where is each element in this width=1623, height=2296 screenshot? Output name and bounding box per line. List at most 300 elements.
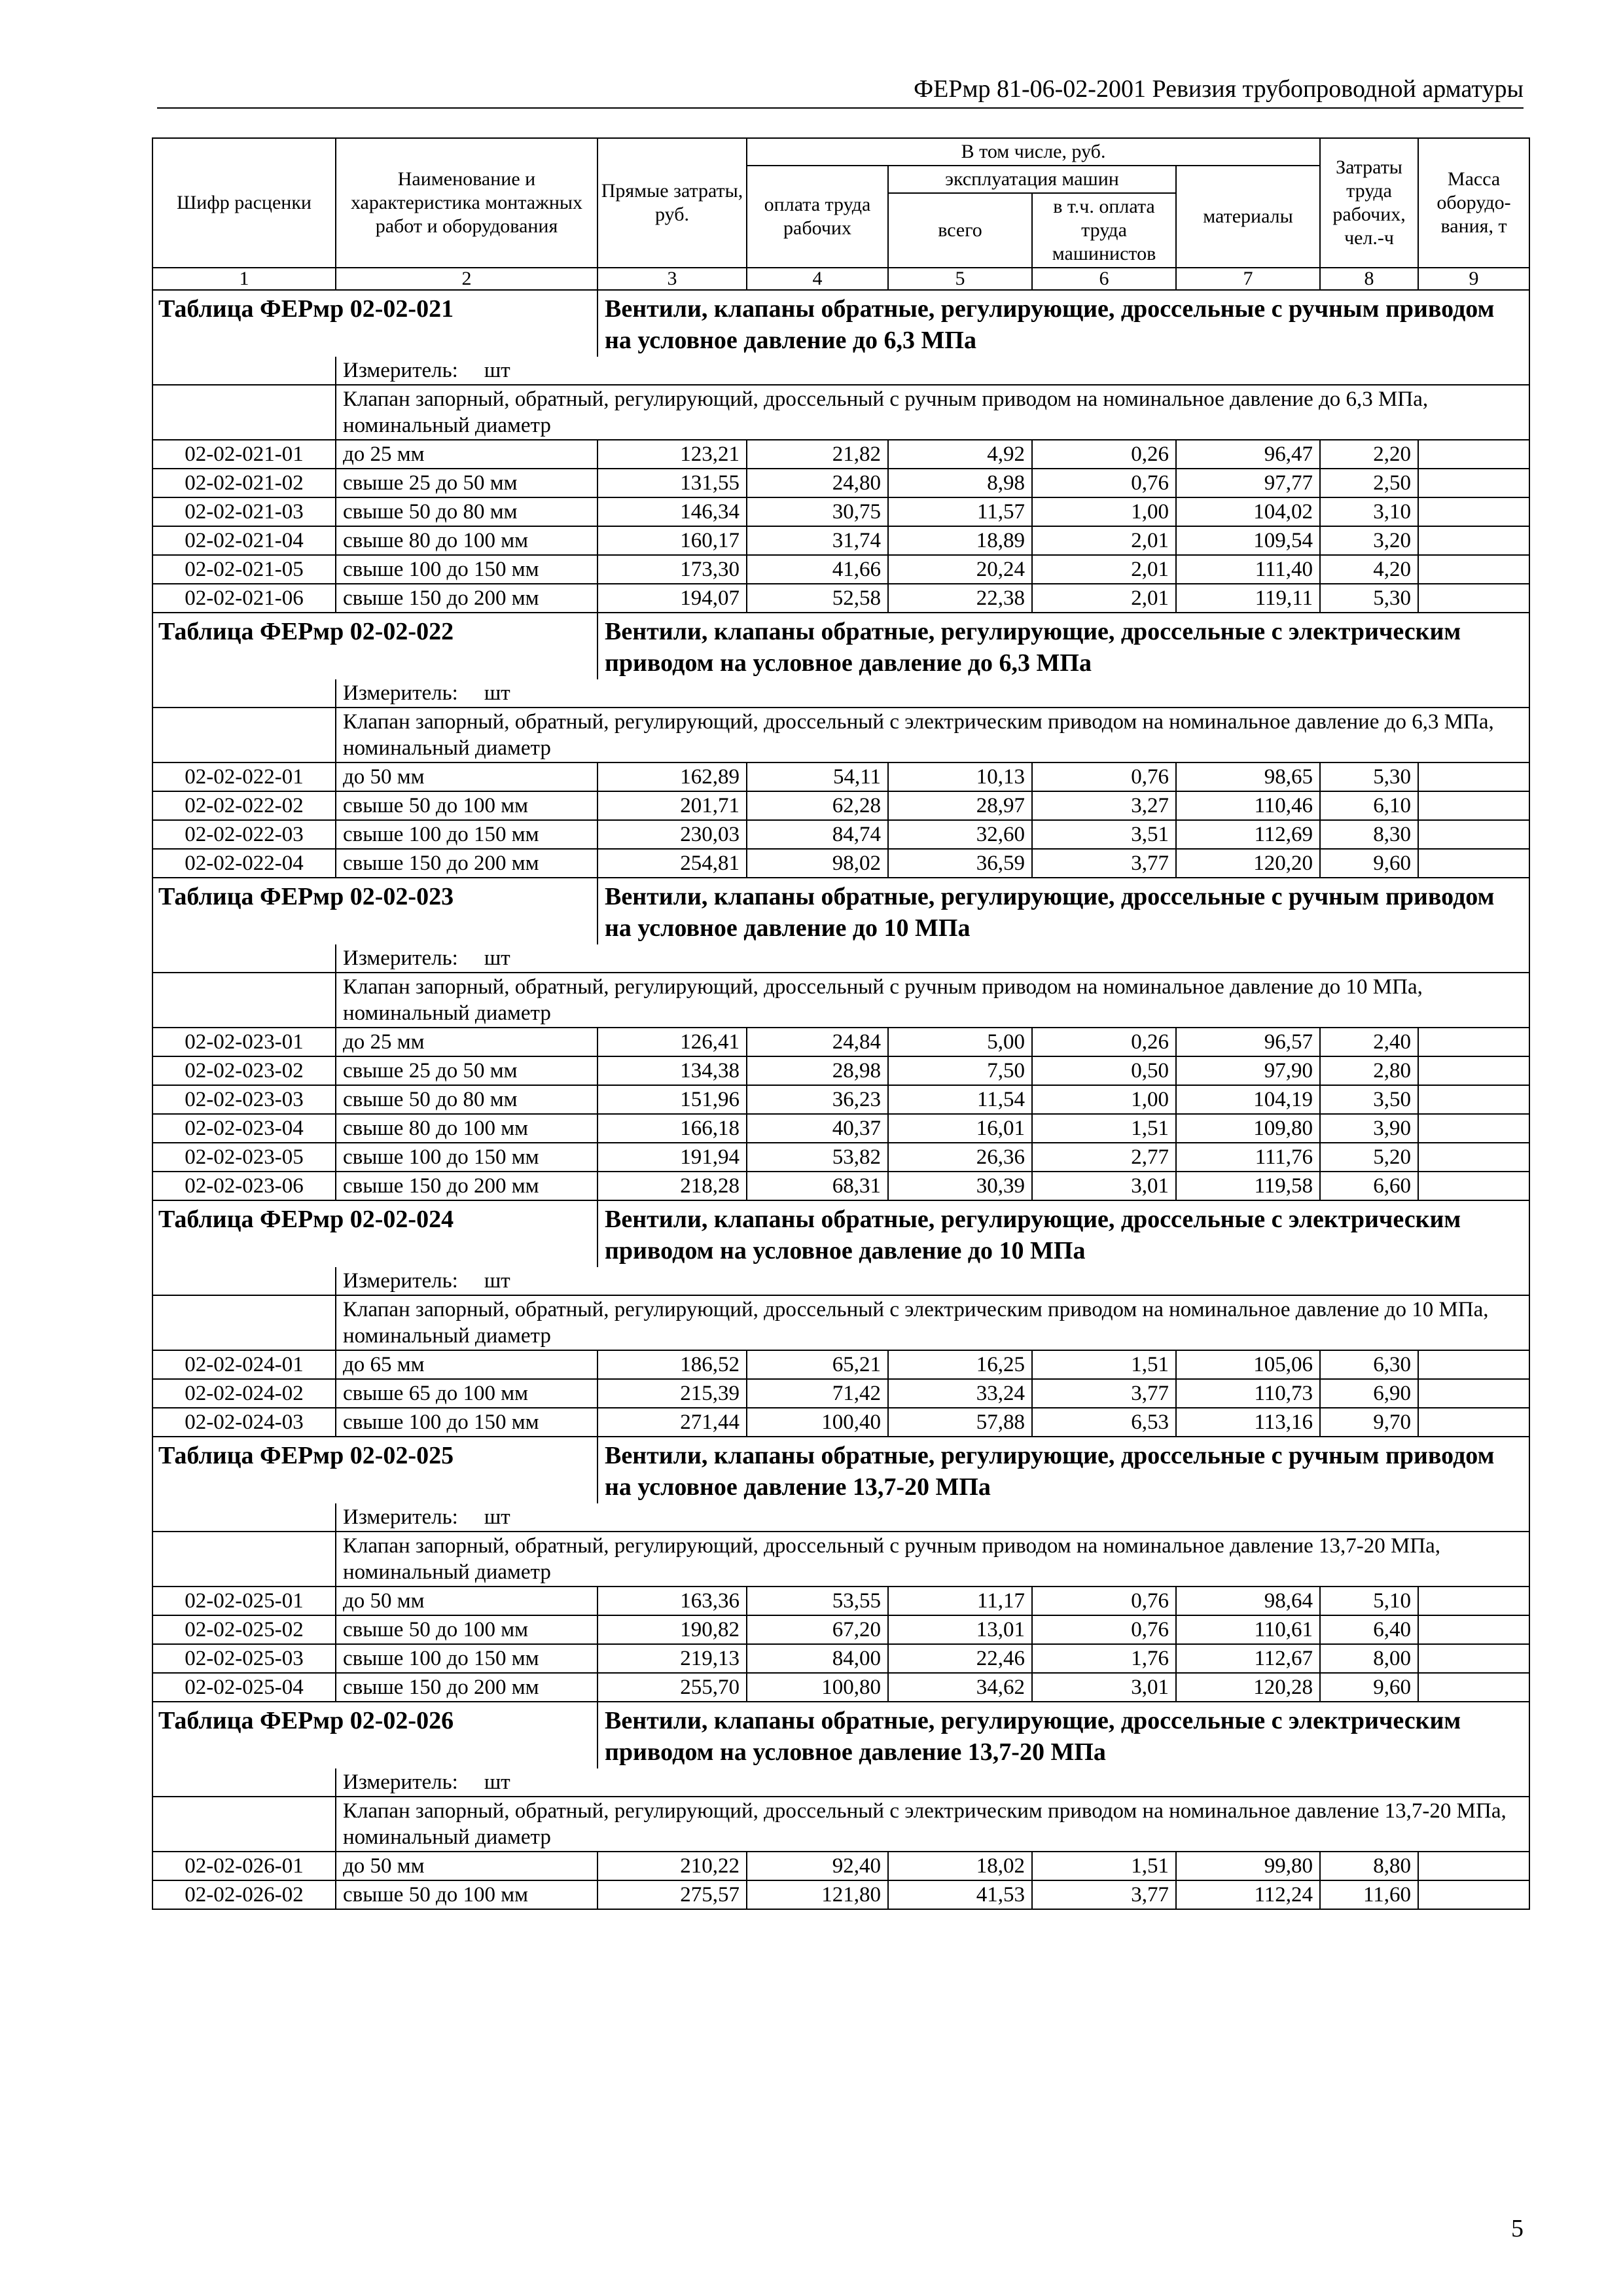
- equipment-mass: [1418, 1028, 1529, 1056]
- equipment-mass: [1418, 440, 1529, 469]
- section-description: Клапан запорный, обратный, регулирующий, дроссельный с электрическим приводом на номинальное давление до 10 МПа, номинальный диаметр: [336, 1295, 1529, 1350]
- materials-cost: 112,69: [1176, 820, 1320, 849]
- materials-cost: 119,58: [1176, 1172, 1320, 1200]
- description-row: [152, 1797, 1529, 1852]
- work-name: свыше 150 до 200 мм: [336, 1172, 597, 1200]
- equipment-mass: [1418, 1056, 1529, 1085]
- col-machinists-header: в т.ч. оплата труда машинистов: [1032, 193, 1176, 268]
- work-name: до 25 мм: [336, 440, 597, 469]
- table-row: [152, 1114, 1529, 1143]
- labor-pay: 68,31: [747, 1172, 888, 1200]
- machinists-pay: 1,76: [1032, 1644, 1176, 1673]
- work-name: свыше 100 до 150 мм: [336, 1143, 597, 1172]
- rate-code: 02-02-023-03: [152, 1085, 336, 1114]
- labor-pay: 41,66: [747, 555, 888, 584]
- machinists-pay: 0,76: [1032, 469, 1176, 497]
- equipment-mass: [1418, 1143, 1529, 1172]
- col-number: 1: [152, 268, 336, 290]
- direct-cost: 255,70: [597, 1673, 747, 1702]
- table-row: [152, 1673, 1529, 1702]
- materials-cost: 120,28: [1176, 1673, 1320, 1702]
- machinists-pay: 6,53: [1032, 1408, 1176, 1437]
- description-row: [152, 973, 1529, 1028]
- section-code: Таблица ФЕРмр 02-02-026: [152, 1702, 597, 1768]
- direct-cost: 190,82: [597, 1615, 747, 1644]
- measure-row: [152, 1768, 1529, 1797]
- section-title: Вентили, клапаны обратные, регулирующие, дроссельные с электрическим приводом на условное давление до 6,3 МПа: [597, 613, 1529, 679]
- section-title-row: [152, 290, 1529, 357]
- machinists-pay: 0,76: [1032, 762, 1176, 791]
- machinists-pay: 1,00: [1032, 497, 1176, 526]
- labor-pay: 92,40: [747, 1852, 888, 1880]
- description-spacer: [152, 1532, 336, 1587]
- measure-spacer: [152, 1267, 336, 1295]
- materials-cost: 120,20: [1176, 849, 1320, 878]
- measure-unit: шт: [484, 681, 510, 705]
- labor-pay: 30,75: [747, 497, 888, 526]
- section-title-row: [152, 1437, 1529, 1503]
- equipment-mass: [1418, 1350, 1529, 1379]
- direct-cost: 123,21: [597, 440, 747, 469]
- materials-cost: 110,61: [1176, 1615, 1320, 1644]
- machinists-pay: 0,26: [1032, 1028, 1176, 1056]
- section-title-row: [152, 613, 1529, 679]
- equipment-mass: [1418, 1673, 1529, 1702]
- direct-cost: 194,07: [597, 584, 747, 613]
- rate-code: 02-02-025-04: [152, 1673, 336, 1702]
- section-title-row: [152, 1702, 1529, 1768]
- equipment-mass: [1418, 1379, 1529, 1408]
- section-title: Вентили, клапаны обратные, регулирующие, дроссельные с электрическим приводом на условное давление до 10 МПа: [597, 1200, 1529, 1267]
- rate-code: 02-02-022-01: [152, 762, 336, 791]
- work-name: свыше 100 до 150 мм: [336, 820, 597, 849]
- col-number: 4: [747, 268, 888, 290]
- machines-total: 32,60: [888, 820, 1032, 849]
- direct-cost: 215,39: [597, 1379, 747, 1408]
- col-machines-total-header: всего: [888, 193, 1032, 268]
- materials-cost: 96,57: [1176, 1028, 1320, 1056]
- measure-row: [152, 357, 1529, 385]
- description-row: [152, 1295, 1529, 1350]
- direct-cost: 131,55: [597, 469, 747, 497]
- machines-total: 30,39: [888, 1172, 1032, 1200]
- work-name: свыше 25 до 50 мм: [336, 469, 597, 497]
- measure-cell: [336, 1503, 1529, 1532]
- direct-cost: 201,71: [597, 791, 747, 820]
- measure-cell: [336, 679, 1529, 708]
- materials-cost: 111,76: [1176, 1143, 1320, 1172]
- labor-hours: 8,00: [1320, 1644, 1418, 1673]
- col-direct-header: Прямые затраты, руб.: [597, 138, 747, 268]
- direct-cost: 160,17: [597, 526, 747, 555]
- table-row: [152, 1644, 1529, 1673]
- labor-pay: 121,80: [747, 1880, 888, 1909]
- table-row: [152, 1172, 1529, 1200]
- equipment-mass: [1418, 1408, 1529, 1437]
- rate-code: 02-02-021-01: [152, 440, 336, 469]
- machines-total: 36,59: [888, 849, 1032, 878]
- measure-label: Измеритель:: [343, 1269, 458, 1293]
- equipment-mass: [1418, 526, 1529, 555]
- labor-hours: 3,50: [1320, 1085, 1418, 1114]
- materials-cost: 112,24: [1176, 1880, 1320, 1909]
- measure-spacer: [152, 357, 336, 385]
- work-name: свыше 50 до 100 мм: [336, 1880, 597, 1909]
- rate-code: 02-02-023-05: [152, 1143, 336, 1172]
- rate-code: 02-02-021-02: [152, 469, 336, 497]
- col-number: 5: [888, 268, 1032, 290]
- work-name: свыше 100 до 150 мм: [336, 1644, 597, 1673]
- labor-hours: 8,30: [1320, 820, 1418, 849]
- labor-pay: 21,82: [747, 440, 888, 469]
- labor-hours: 5,20: [1320, 1143, 1418, 1172]
- equipment-mass: [1418, 1615, 1529, 1644]
- measure-label: Измеритель:: [343, 1505, 458, 1529]
- rate-code: 02-02-022-02: [152, 791, 336, 820]
- measure-spacer: [152, 1503, 336, 1532]
- labor-pay: 52,58: [747, 584, 888, 613]
- section-title: Вентили, клапаны обратные, регулирующие, дроссельные с ручным приводом на условное давление до 6,3 МПа: [597, 290, 1529, 357]
- work-name: свыше 100 до 150 мм: [336, 555, 597, 584]
- measure-cell: [336, 1768, 1529, 1797]
- rate-code: 02-02-024-03: [152, 1408, 336, 1437]
- section-code: Таблица ФЕРмр 02-02-021: [152, 290, 597, 357]
- direct-cost: 191,94: [597, 1143, 747, 1172]
- machinists-pay: 3,51: [1032, 820, 1176, 849]
- col-number: 9: [1418, 268, 1529, 290]
- section-description: Клапан запорный, обратный, регулирующий, дроссельный с ручным приводом на номинальное давление 13,7-20 МПа, номинальный диаметр: [336, 1532, 1529, 1587]
- machinists-pay: 1,51: [1032, 1114, 1176, 1143]
- table-row: [152, 849, 1529, 878]
- work-name: до 50 мм: [336, 762, 597, 791]
- rate-code: 02-02-026-02: [152, 1880, 336, 1909]
- machinists-pay: 1,51: [1032, 1350, 1176, 1379]
- description-row: [152, 708, 1529, 762]
- measure-row: [152, 679, 1529, 708]
- machines-total: 22,38: [888, 584, 1032, 613]
- materials-cost: 110,73: [1176, 1379, 1320, 1408]
- labor-hours: 11,60: [1320, 1880, 1418, 1909]
- section-title-row: [152, 878, 1529, 944]
- materials-cost: 97,77: [1176, 469, 1320, 497]
- labor-hours: 4,20: [1320, 555, 1418, 584]
- measure-unit: шт: [484, 1505, 510, 1529]
- machines-total: 18,02: [888, 1852, 1032, 1880]
- table-row: [152, 555, 1529, 584]
- table-row: [152, 791, 1529, 820]
- direct-cost: 173,30: [597, 555, 747, 584]
- work-name: свыше 100 до 150 мм: [336, 1408, 597, 1437]
- description-spacer: [152, 385, 336, 440]
- labor-pay: 84,74: [747, 820, 888, 849]
- equipment-mass: [1418, 791, 1529, 820]
- work-name: свыше 80 до 100 мм: [336, 526, 597, 555]
- equipment-mass: [1418, 1880, 1529, 1909]
- rate-code: 02-02-023-01: [152, 1028, 336, 1056]
- labor-hours: 6,30: [1320, 1350, 1418, 1379]
- labor-hours: 5,30: [1320, 762, 1418, 791]
- table-header: [152, 138, 1529, 290]
- col-materials-header: материалы: [1176, 166, 1320, 268]
- labor-pay: 28,98: [747, 1056, 888, 1085]
- table-row: [152, 1056, 1529, 1085]
- materials-cost: 109,80: [1176, 1114, 1320, 1143]
- labor-pay: 54,11: [747, 762, 888, 791]
- labor-pay: 62,28: [747, 791, 888, 820]
- machines-total: 7,50: [888, 1056, 1032, 1085]
- measure-row: [152, 1267, 1529, 1295]
- table-row: [152, 584, 1529, 613]
- rate-code: 02-02-023-06: [152, 1172, 336, 1200]
- direct-cost: 146,34: [597, 497, 747, 526]
- equipment-mass: [1418, 1085, 1529, 1114]
- materials-cost: 98,64: [1176, 1587, 1320, 1615]
- measure-unit: шт: [484, 1770, 510, 1794]
- measure-label: Измеритель:: [343, 1770, 458, 1794]
- work-name: свыше 150 до 200 мм: [336, 849, 597, 878]
- machines-total: 10,13: [888, 762, 1032, 791]
- rate-code: 02-02-021-05: [152, 555, 336, 584]
- table-row: [152, 762, 1529, 791]
- measure-spacer: [152, 1768, 336, 1797]
- direct-cost: 151,96: [597, 1085, 747, 1114]
- labor-hours: 6,40: [1320, 1615, 1418, 1644]
- col-incl-header: В том числе, руб.: [747, 138, 1320, 166]
- description-row: [152, 1532, 1529, 1587]
- labor-hours: 9,70: [1320, 1408, 1418, 1437]
- table-body: [152, 290, 1529, 1909]
- rate-code: 02-02-022-04: [152, 849, 336, 878]
- measure-cell: [336, 357, 1529, 385]
- labor-pay: 67,20: [747, 1615, 888, 1644]
- labor-pay: 98,02: [747, 849, 888, 878]
- labor-hours: 2,20: [1320, 440, 1418, 469]
- measure-label: Измеритель:: [343, 359, 458, 382]
- machinists-pay: 3,01: [1032, 1172, 1176, 1200]
- table-row: [152, 1028, 1529, 1056]
- work-name: до 25 мм: [336, 1028, 597, 1056]
- direct-cost: 230,03: [597, 820, 747, 849]
- rate-code: 02-02-025-02: [152, 1615, 336, 1644]
- measure-row: [152, 944, 1529, 973]
- machines-total: 5,00: [888, 1028, 1032, 1056]
- measure-spacer: [152, 679, 336, 708]
- direct-cost: 126,41: [597, 1028, 747, 1056]
- labor-hours: 2,40: [1320, 1028, 1418, 1056]
- direct-cost: 166,18: [597, 1114, 747, 1143]
- table-row: [152, 1085, 1529, 1114]
- direct-cost: 254,81: [597, 849, 747, 878]
- rate-code: 02-02-024-01: [152, 1350, 336, 1379]
- equipment-mass: [1418, 762, 1529, 791]
- materials-cost: 104,19: [1176, 1085, 1320, 1114]
- measure-cell: [336, 1267, 1529, 1295]
- section-description: Клапан запорный, обратный, регулирующий, дроссельный с ручным приводом на номинальное давление до 10 МПа, номинальный диаметр: [336, 973, 1529, 1028]
- machinists-pay: 3,77: [1032, 849, 1176, 878]
- labor-pay: 31,74: [747, 526, 888, 555]
- machines-total: 11,54: [888, 1085, 1032, 1114]
- work-name: свыше 50 до 80 мм: [336, 497, 597, 526]
- machinists-pay: 2,01: [1032, 526, 1176, 555]
- labor-pay: 36,23: [747, 1085, 888, 1114]
- equipment-mass: [1418, 1172, 1529, 1200]
- machinists-pay: 0,76: [1032, 1615, 1176, 1644]
- work-name: свыше 50 до 100 мм: [336, 1615, 597, 1644]
- table-row: [152, 820, 1529, 849]
- labor-hours: 5,10: [1320, 1587, 1418, 1615]
- labor-hours: 2,50: [1320, 469, 1418, 497]
- labor-pay: 65,21: [747, 1350, 888, 1379]
- machinists-pay: 2,01: [1032, 584, 1176, 613]
- norms-table: [152, 137, 1530, 1910]
- materials-cost: 99,80: [1176, 1852, 1320, 1880]
- description-spacer: [152, 708, 336, 762]
- machines-total: 20,24: [888, 555, 1032, 584]
- col-pay-header: оплата труда рабочих: [747, 166, 888, 268]
- machines-total: 4,92: [888, 440, 1032, 469]
- section-title: Вентили, клапаны обратные, регулирующие, дроссельные с ручным приводом на условное давление до 10 МПа: [597, 878, 1529, 944]
- work-name: свыше 65 до 100 мм: [336, 1379, 597, 1408]
- labor-pay: 53,55: [747, 1587, 888, 1615]
- materials-cost: 111,40: [1176, 555, 1320, 584]
- rate-code: 02-02-021-04: [152, 526, 336, 555]
- labor-hours: 9,60: [1320, 849, 1418, 878]
- labor-pay: 24,80: [747, 469, 888, 497]
- work-name: свыше 25 до 50 мм: [336, 1056, 597, 1085]
- labor-hours: 2,80: [1320, 1056, 1418, 1085]
- description-spacer: [152, 973, 336, 1028]
- section-title: Вентили, клапаны обратные, регулирующие, дроссельные с ручным приводом на условное давление 13,7-20 МПа: [597, 1437, 1529, 1503]
- direct-cost: 186,52: [597, 1350, 747, 1379]
- header-divider: [157, 107, 1524, 109]
- rate-code: 02-02-025-03: [152, 1644, 336, 1673]
- section-description: Клапан запорный, обратный, регулирующий, дроссельный с ручным приводом на номинальное давление до 6,3 МПа, номинальный диаметр: [336, 385, 1529, 440]
- col-number: 7: [1176, 268, 1320, 290]
- work-name: свыше 50 до 80 мм: [336, 1085, 597, 1114]
- table-row: [152, 1880, 1529, 1909]
- work-name: до 65 мм: [336, 1350, 597, 1379]
- equipment-mass: [1418, 849, 1529, 878]
- materials-cost: 97,90: [1176, 1056, 1320, 1085]
- section-code: Таблица ФЕРмр 02-02-025: [152, 1437, 597, 1503]
- table-row: [152, 1379, 1529, 1408]
- machines-total: 11,57: [888, 497, 1032, 526]
- machines-total: 41,53: [888, 1880, 1032, 1909]
- page-header: ФЕРмр 81-06-02-2001 Ревизия трубопроводной арматуры: [914, 75, 1524, 103]
- measure-spacer: [152, 944, 336, 973]
- materials-cost: 105,06: [1176, 1350, 1320, 1379]
- machinists-pay: 3,77: [1032, 1880, 1176, 1909]
- machinists-pay: 3,27: [1032, 791, 1176, 820]
- col-machines-header: эксплуатация машин: [888, 166, 1176, 193]
- table-row: [152, 1143, 1529, 1172]
- section-code: Таблица ФЕРмр 02-02-023: [152, 878, 597, 944]
- machinists-pay: 2,01: [1032, 555, 1176, 584]
- direct-cost: 163,36: [597, 1587, 747, 1615]
- work-name: свыше 80 до 100 мм: [336, 1114, 597, 1143]
- col-mass-header: Масса оборудо- вания, т: [1418, 138, 1529, 268]
- equipment-mass: [1418, 1114, 1529, 1143]
- labor-hours: 5,30: [1320, 584, 1418, 613]
- direct-cost: 271,44: [597, 1408, 747, 1437]
- measure-unit: шт: [484, 946, 510, 970]
- section-code: Таблица ФЕРмр 02-02-022: [152, 613, 597, 679]
- machinists-pay: 0,26: [1032, 440, 1176, 469]
- direct-cost: 134,38: [597, 1056, 747, 1085]
- col-number: 6: [1032, 268, 1176, 290]
- equipment-mass: [1418, 1587, 1529, 1615]
- machines-total: 8,98: [888, 469, 1032, 497]
- section-title-row: [152, 1200, 1529, 1267]
- direct-cost: 162,89: [597, 762, 747, 791]
- labor-hours: 9,60: [1320, 1673, 1418, 1702]
- rate-code: 02-02-023-04: [152, 1114, 336, 1143]
- labor-pay: 40,37: [747, 1114, 888, 1143]
- labor-hours: 3,10: [1320, 497, 1418, 526]
- labor-hours: 3,90: [1320, 1114, 1418, 1143]
- table-row: [152, 1852, 1529, 1880]
- col-code-header: Шифр расценки: [152, 138, 336, 268]
- work-name: до 50 мм: [336, 1587, 597, 1615]
- direct-cost: 275,57: [597, 1880, 747, 1909]
- table-row: [152, 526, 1529, 555]
- machinists-pay: 1,00: [1032, 1085, 1176, 1114]
- table-row: [152, 440, 1529, 469]
- labor-hours: 3,20: [1320, 526, 1418, 555]
- work-name: до 50 мм: [336, 1852, 597, 1880]
- section-description: Клапан запорный, обратный, регулирующий, дроссельный с электрическим приводом на номинальное давление до 6,3 МПа, номинальный диаметр: [336, 708, 1529, 762]
- machines-total: 34,62: [888, 1673, 1032, 1702]
- col-name-header: Наименование и характеристика монтажных работ и оборудования: [336, 138, 597, 268]
- materials-cost: 104,02: [1176, 497, 1320, 526]
- machines-total: 26,36: [888, 1143, 1032, 1172]
- equipment-mass: [1418, 497, 1529, 526]
- work-name: свыше 50 до 100 мм: [336, 791, 597, 820]
- materials-cost: 113,16: [1176, 1408, 1320, 1437]
- materials-cost: 109,54: [1176, 526, 1320, 555]
- materials-cost: 119,11: [1176, 584, 1320, 613]
- description-spacer: [152, 1797, 336, 1852]
- machinists-pay: 3,77: [1032, 1379, 1176, 1408]
- col-labor-header: Затраты труда рабочих, чел.-ч: [1320, 138, 1418, 268]
- machinists-pay: 0,76: [1032, 1587, 1176, 1615]
- work-name: свыше 150 до 200 мм: [336, 584, 597, 613]
- machinists-pay: 0,50: [1032, 1056, 1176, 1085]
- col-number: 3: [597, 268, 747, 290]
- materials-cost: 98,65: [1176, 762, 1320, 791]
- equipment-mass: [1418, 1644, 1529, 1673]
- measure-cell: [336, 944, 1529, 973]
- labor-hours: 6,10: [1320, 791, 1418, 820]
- machines-total: 33,24: [888, 1379, 1032, 1408]
- equipment-mass: [1418, 1852, 1529, 1880]
- table-row: [152, 1587, 1529, 1615]
- equipment-mass: [1418, 469, 1529, 497]
- machines-total: 11,17: [888, 1587, 1032, 1615]
- table-row: [152, 1615, 1529, 1644]
- labor-hours: 6,90: [1320, 1379, 1418, 1408]
- measure-row: [152, 1503, 1529, 1532]
- description-spacer: [152, 1295, 336, 1350]
- col-number: 2: [336, 268, 597, 290]
- materials-cost: 110,46: [1176, 791, 1320, 820]
- measure-label: Измеритель:: [343, 681, 458, 705]
- machines-total: 57,88: [888, 1408, 1032, 1437]
- equipment-mass: [1418, 555, 1529, 584]
- table-row: [152, 469, 1529, 497]
- rate-code: 02-02-025-01: [152, 1587, 336, 1615]
- labor-pay: 84,00: [747, 1644, 888, 1673]
